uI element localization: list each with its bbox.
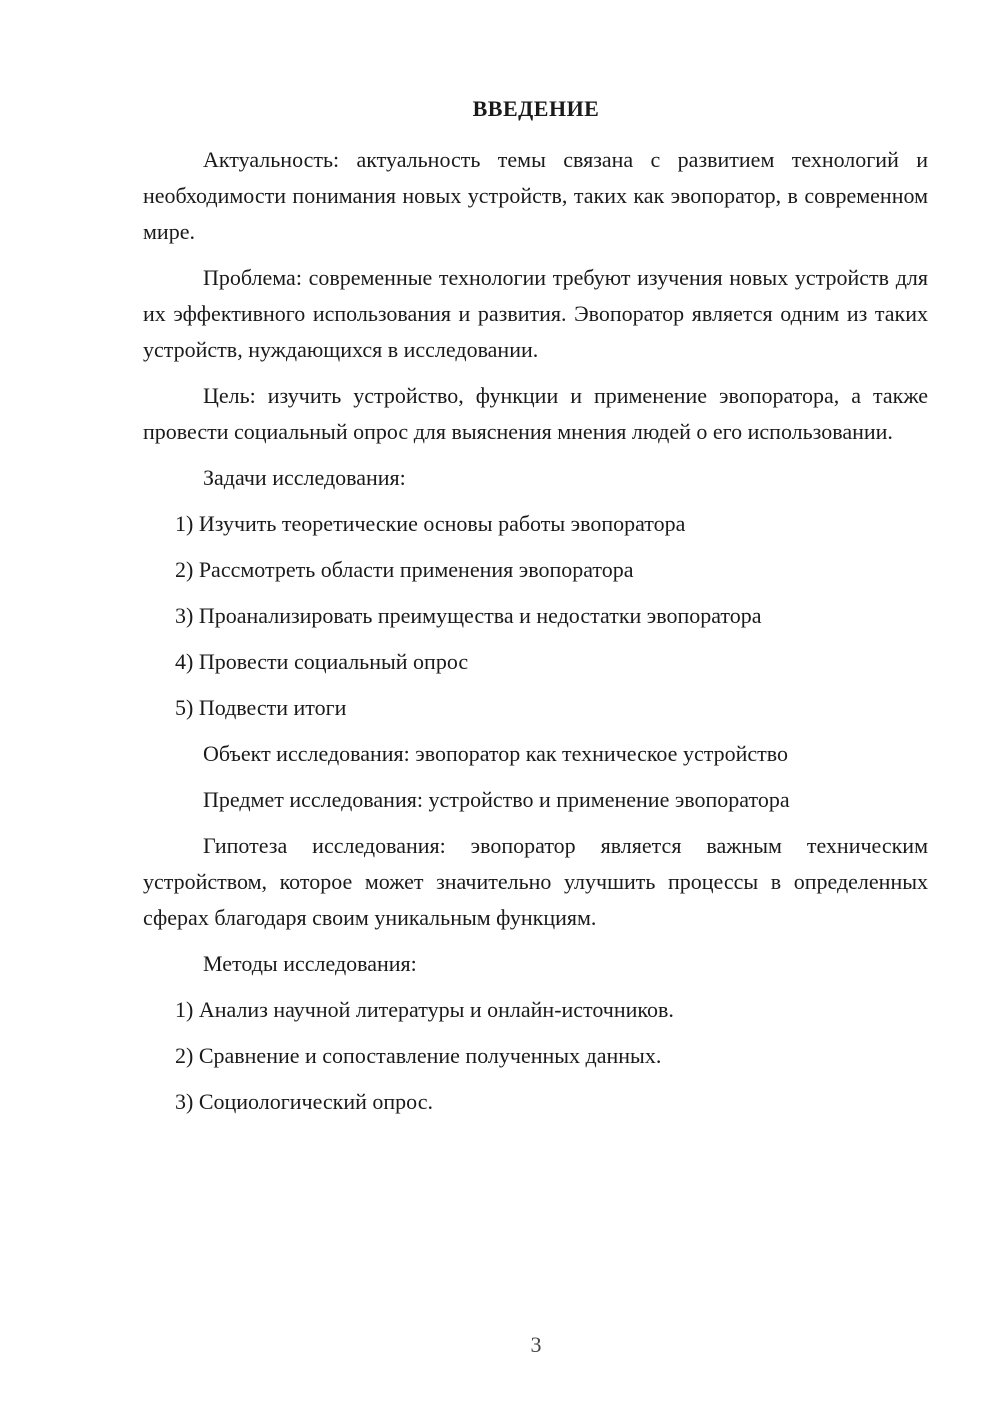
methods-heading: Методы исследования: bbox=[203, 951, 417, 976]
paragraph-subject: Предмет исследования: устройство и применение эвопоратора bbox=[203, 787, 790, 812]
task-item: 5) Подвести итоги bbox=[175, 695, 347, 720]
method-item: 3) Социологический опрос. bbox=[175, 1089, 433, 1114]
task-item: 2) Рассмотреть области применения эвопоратора bbox=[175, 557, 634, 582]
paragraph-goal: Цель: изучить устройство, функции и применение эвопоратора, а также провести социальный опрос для выяснения мнения людей о его использовании. bbox=[143, 383, 928, 444]
paragraph-hypothesis: Гипотеза исследования: эвопоратор является важным техническим устройством, которое может значительно улучшить процессы в определенных сферах благодаря своим уникальным функциям. bbox=[143, 833, 928, 930]
task-item: 3) Проанализировать преимущества и недостатки эвопоратора bbox=[175, 603, 762, 628]
paragraph-problem: Проблема: современные технологии требуют изучения новых устройств для их эффективного использования и развития. Эвопоратор является одним из таких устройств, нуждающихся в исследовании. bbox=[143, 265, 928, 362]
paragraph-relevance: Актуальность: актуальность темы связана с развитием технологий и необходимости понимания новых устройств, таких как эвопоратор, в современном мире. bbox=[143, 147, 928, 244]
paragraph-object: Объект исследования: эвопоратор как техническое устройство bbox=[203, 741, 788, 766]
page-title: ВВЕДЕНИЕ bbox=[472, 96, 600, 121]
task-item: 1) Изучить теоретические основы работы эвопоратора bbox=[175, 511, 686, 536]
method-item: 1) Анализ научной литературы и онлайн-источников. bbox=[175, 997, 674, 1022]
page-number: 3 bbox=[530, 1332, 542, 1357]
task-item: 4) Провести социальный опрос bbox=[175, 649, 469, 674]
method-item: 2) Сравнение и сопоставление полученных данных. bbox=[175, 1043, 662, 1068]
document-body bbox=[143, 142, 928, 1130]
tasks-heading: Задачи исследования: bbox=[203, 465, 406, 490]
